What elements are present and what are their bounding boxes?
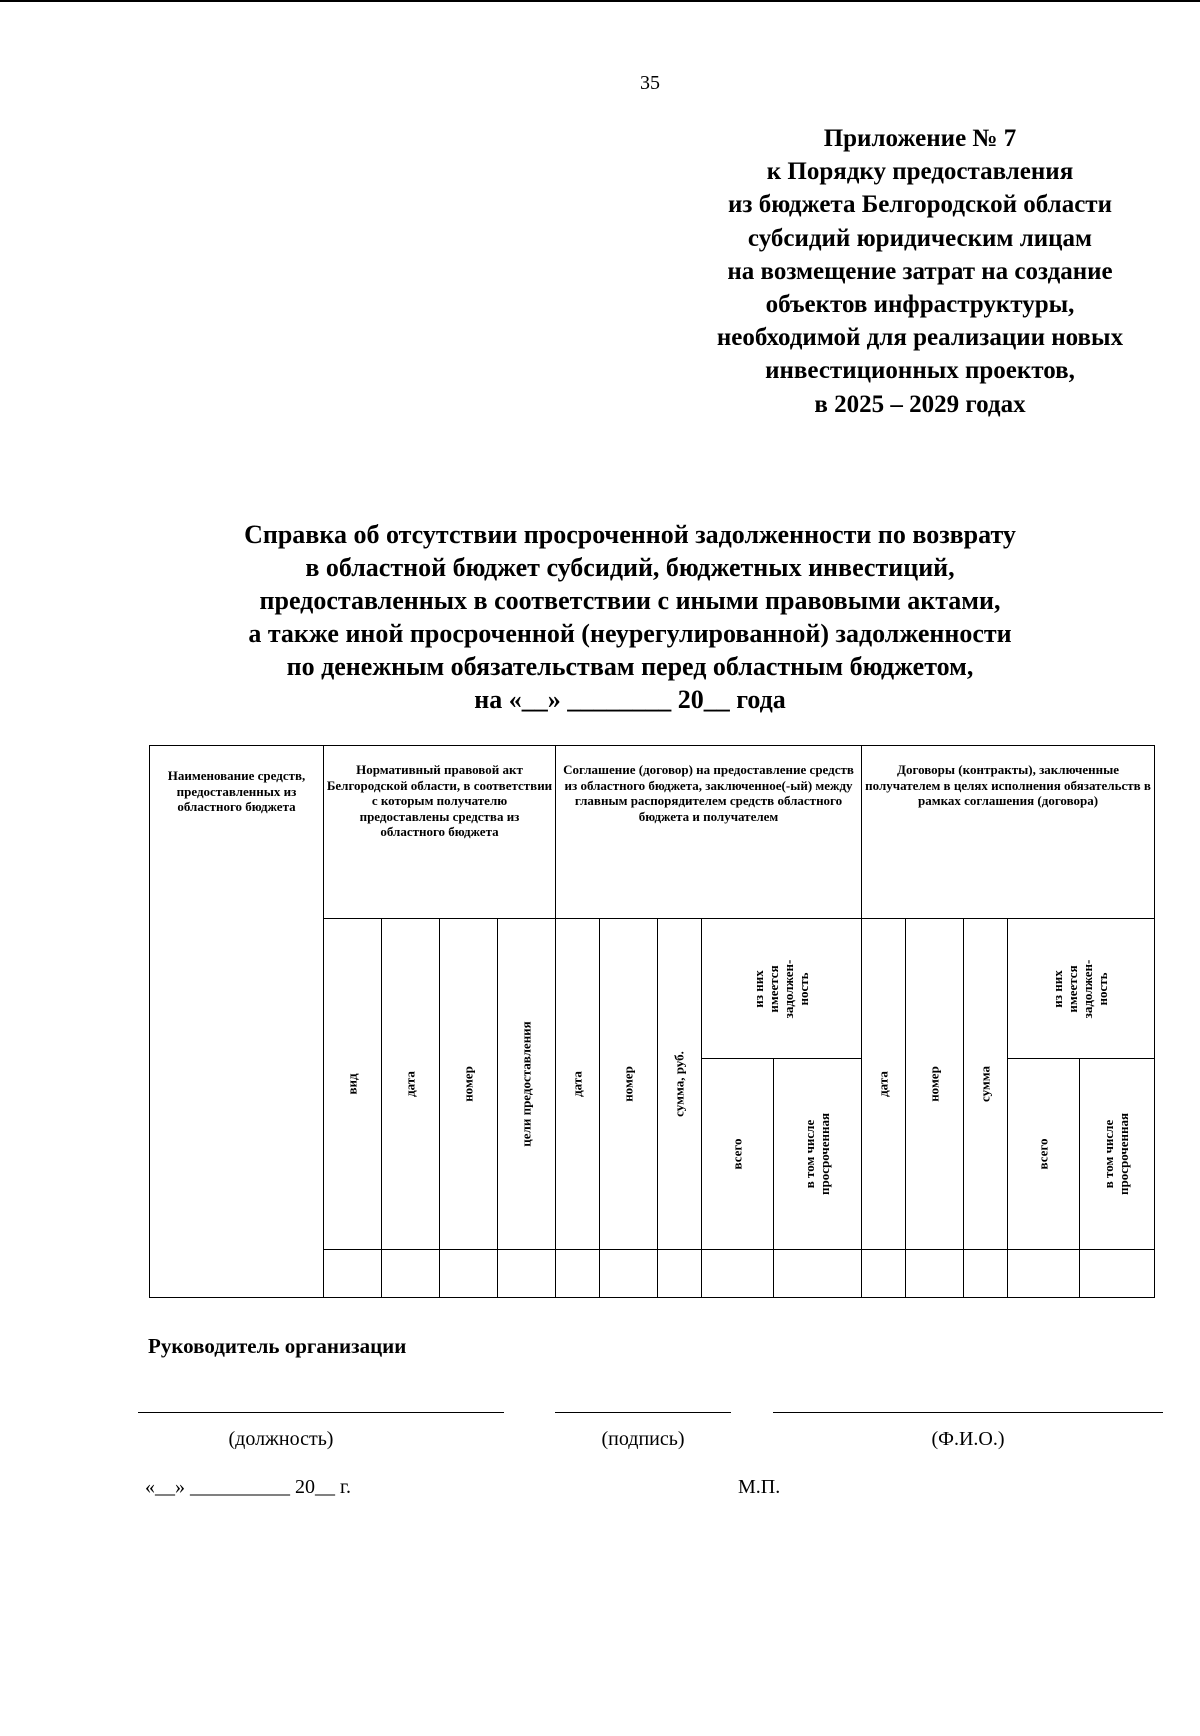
appendix-line: объектов инфраструктуры, <box>765 291 1075 319</box>
col-label: вид <box>344 1073 360 1095</box>
debt-group-line: из них <box>1050 969 1066 1008</box>
entry-cell[interactable] <box>600 1250 658 1298</box>
overdue-line: просроченная <box>1116 1113 1132 1195</box>
col-contract-number <box>906 919 964 1250</box>
appendix-line: необходимой для реализации новых <box>716 324 1124 352</box>
overdue-line: в том числе <box>1101 1119 1117 1189</box>
col-agreement-date <box>556 919 600 1250</box>
appendix-line: Приложение № 7 <box>823 125 1017 152</box>
header-agreement: Соглашение (договор) на предоставление средств из областного бюджета, заключенное(-ый) между главным распорядителем средств областного бюджета и получателем <box>556 746 862 919</box>
header-funds-name: Наименование средств, предоставленных из областного бюджета <box>150 746 324 1298</box>
debt-group-line: ность <box>1094 971 1110 1006</box>
col-act-number <box>440 919 498 1250</box>
appendix-line: субсидий юридическим лицам <box>747 224 1093 252</box>
signature-date-line: «__» __________ 20__ г. <box>145 1476 351 1498</box>
debt-group-line: имеется <box>765 964 781 1013</box>
appendix-line: на возмещение затрат на создание <box>727 257 1113 285</box>
col-label: сумма, руб. <box>671 1051 687 1117</box>
col-contract-date <box>862 919 906 1250</box>
col-contract-debt-total <box>1008 1059 1080 1250</box>
col-agreement-debt-overdue <box>774 1059 862 1250</box>
head-of-organization-label: Руководитель организации <box>148 1334 407 1358</box>
entry-cell[interactable] <box>382 1250 440 1298</box>
entry-cell[interactable] <box>906 1250 964 1298</box>
col-label: номер <box>926 1066 942 1102</box>
debt-group-line: задолжен- <box>1080 959 1096 1018</box>
entry-cell[interactable] <box>324 1250 382 1298</box>
debt-form-table <box>149 745 1155 1298</box>
col-label: номер <box>620 1066 636 1102</box>
col-contract-debt <box>1008 919 1155 1059</box>
debt-group-line: имеется <box>1065 964 1081 1013</box>
title-date-line: на «__» ________ 20__ года <box>474 685 786 714</box>
full-name-line[interactable] <box>773 1412 1163 1413</box>
entry-cell[interactable] <box>702 1250 774 1298</box>
appendix-line: к Порядку предоставления <box>766 158 1074 186</box>
entry-cell[interactable] <box>1080 1250 1155 1298</box>
col-agreement-debt-total <box>702 1059 774 1250</box>
entry-cell[interactable] <box>1008 1250 1080 1298</box>
col-contract-debt-overdue <box>1080 1059 1155 1250</box>
col-act-date <box>382 919 440 1250</box>
header-contracts: Договоры (контракты), заключенные получателем в целях исполнения обязательств в рамках соглашения (договора) <box>862 746 1155 919</box>
page-number: 35 <box>640 72 660 94</box>
top-rule <box>0 0 1200 2</box>
appendix-line: в 2025 – 2029 годах <box>814 390 1026 418</box>
appendix-line: из бюджета Белгородской области <box>728 191 1112 219</box>
col-label: дата <box>569 1071 585 1097</box>
stamp-placeholder: М.П. <box>738 1476 781 1498</box>
col-label <box>803 1113 833 1195</box>
entry-cell[interactable] <box>862 1250 906 1298</box>
debt-group-line: задолжен- <box>780 959 796 1018</box>
col-contract-amount <box>964 919 1008 1250</box>
col-label: всего <box>1035 1138 1051 1170</box>
entry-cell[interactable] <box>964 1250 1008 1298</box>
appendix-line: инвестиционных проектов, <box>765 357 1075 385</box>
title-line: по денежным обязательствам перед областным бюджетом, <box>286 652 974 681</box>
col-label: сумма <box>977 1065 993 1103</box>
col-agreement-debt <box>702 919 862 1059</box>
overdue-line: в том числе <box>801 1119 817 1189</box>
entry-cell[interactable] <box>556 1250 600 1298</box>
signature-line[interactable] <box>555 1412 731 1413</box>
debt-group-line: из них <box>750 969 766 1008</box>
title-line: Справка об отсутствии просроченной задолженности по возврату <box>244 520 1016 549</box>
position-line[interactable] <box>138 1412 504 1413</box>
full-name-caption: (Ф.И.О.) <box>931 1428 1005 1450</box>
signature-caption: (подпись) <box>601 1428 685 1450</box>
entry-cell[interactable] <box>498 1250 556 1298</box>
col-label: всего <box>729 1138 745 1170</box>
col-agreement-number <box>600 919 658 1250</box>
entry-cell[interactable] <box>440 1250 498 1298</box>
col-label <box>1102 1113 1132 1195</box>
entry-cell[interactable] <box>774 1250 862 1298</box>
title-line: в областной бюджет субсидий, бюджетных инвестиций, <box>305 553 955 582</box>
debt-group-line: ность <box>795 971 811 1006</box>
col-label: дата <box>875 1071 891 1097</box>
title-line: предоставленных в соответствии с иными правовыми актами, <box>259 586 1001 615</box>
title-line: а также иной просроченной (неурегулированной) задолженности <box>248 619 1012 648</box>
entry-cell[interactable] <box>658 1250 702 1298</box>
col-act-type <box>324 919 382 1250</box>
debt-group-label <box>1051 959 1111 1018</box>
appendix-heading <box>675 122 1165 421</box>
overdue-line: просроченная <box>816 1113 832 1195</box>
col-agreement-amount <box>658 919 702 1250</box>
document-title <box>190 518 1070 716</box>
position-caption: (должность) <box>228 1428 334 1450</box>
debt-group-label <box>752 959 812 1018</box>
header-legal-act: Нормативный правовой акт Белгородской области, в соответствии с которым получателю предоставлены средства из областного бюджета <box>324 746 556 919</box>
col-label: дата <box>402 1071 418 1097</box>
col-act-purpose <box>498 919 556 1250</box>
col-label: номер <box>460 1066 476 1102</box>
col-label: цели предоставления <box>518 1021 534 1147</box>
